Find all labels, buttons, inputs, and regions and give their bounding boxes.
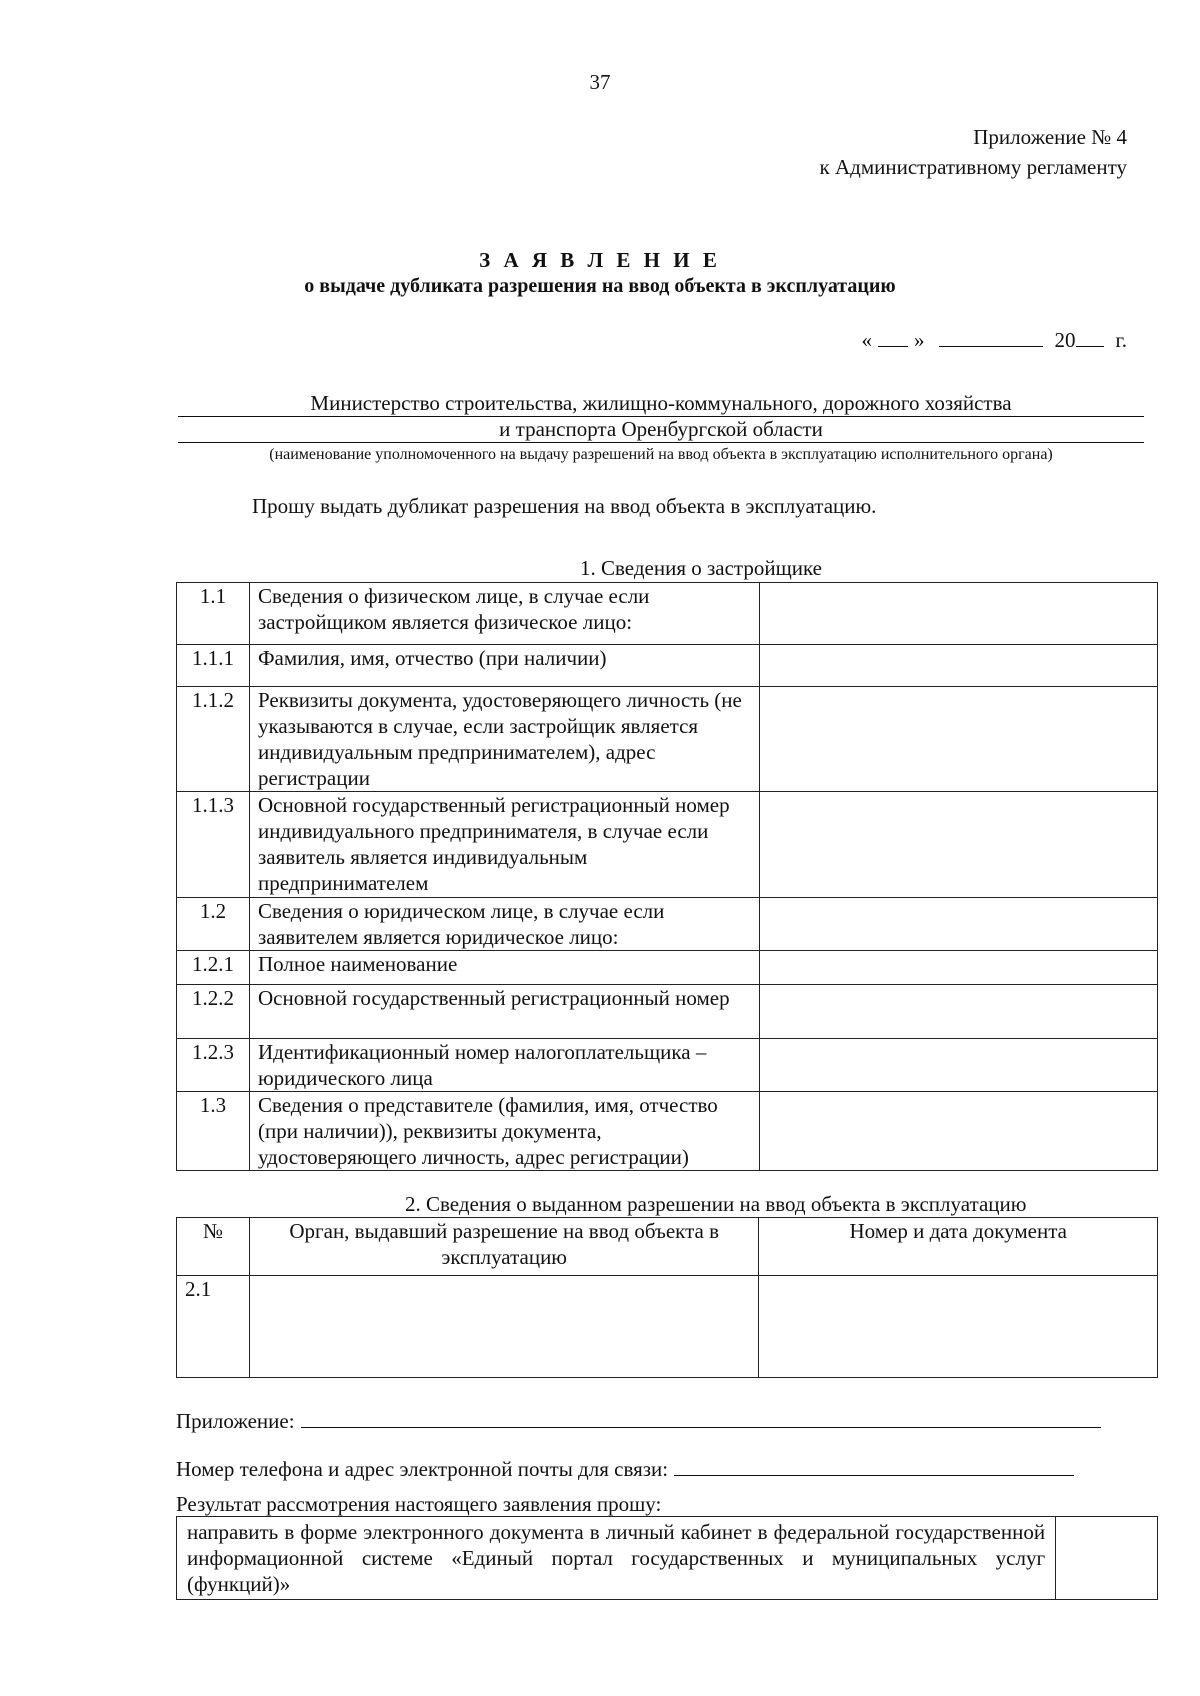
permit-row — [177, 1276, 1158, 1378]
appendix-note — [820, 122, 1127, 182]
row-label: Реквизиты документа, удостоверяющего личность (не указываются в случае, если застройщик является индивидуальным предпринимателем), адрес регистрации — [249, 687, 759, 792]
result-label: Результат рассмотрения настоящего заявления прошу: — [176, 1492, 662, 1516]
row-number: 1.1.2 — [177, 687, 250, 792]
applicant-row — [177, 1092, 1158, 1171]
contact-field[interactable] — [674, 1455, 1074, 1476]
row-value-field[interactable] — [759, 898, 1157, 951]
attachment-field[interactable] — [301, 1407, 1101, 1428]
row-value-field[interactable] — [759, 1092, 1157, 1171]
row-number: 1.1.3 — [177, 792, 250, 898]
row-value-field[interactable] — [759, 951, 1157, 985]
permit-row-num: 2.1 — [177, 1276, 250, 1378]
applicant-row — [177, 985, 1158, 1039]
organization-line2: и транспорта Оренбургской области — [178, 416, 1144, 443]
row-value-field[interactable] — [759, 687, 1157, 792]
row-value-field[interactable] — [759, 645, 1157, 687]
applicant-row — [177, 951, 1158, 985]
row-value-field[interactable] — [759, 792, 1157, 898]
result-option-checkbox[interactable] — [1056, 1517, 1158, 1600]
applicant-table — [176, 582, 1158, 1171]
permit-header-doc: Номер и дата документа — [759, 1218, 1158, 1276]
row-label: Сведения о физическом лице, в случае если застройщиком является физическое лицо: — [249, 583, 759, 645]
contact-line — [176, 1455, 1074, 1482]
applicant-row — [177, 687, 1158, 792]
page-number: 37 — [589, 70, 611, 94]
date-year-suffix: г. — [1115, 328, 1127, 352]
date-field[interactable] — [862, 328, 1128, 353]
row-number: 1.3 — [177, 1092, 250, 1171]
row-number: 1.2.2 — [177, 985, 250, 1039]
contact-label: Номер телефона и адрес электронной почты для связи: — [176, 1457, 669, 1481]
appendix-line2: к Административному регламенту — [819, 155, 1127, 179]
date-close-quote: » — [914, 328, 925, 352]
permit-doc-cell[interactable] — [759, 1276, 1158, 1378]
date-year-prefix: 20 — [1054, 328, 1076, 352]
date-day-blank[interactable] — [878, 328, 908, 347]
row-number: 1.2.3 — [177, 1039, 250, 1092]
document-title: З А Я В Л Е Н И Е — [479, 248, 721, 272]
result-table — [176, 1516, 1158, 1600]
row-value-field[interactable] — [759, 583, 1157, 645]
row-label: Фамилия, имя, отчество (при наличии) — [249, 645, 759, 687]
section2-title: 2. Сведения о выданном разрешении на ввод объекта в эксплуатацию — [405, 1192, 1027, 1216]
permit-header-num: № — [177, 1218, 250, 1276]
row-value-field[interactable] — [759, 1039, 1157, 1092]
applicant-row — [177, 645, 1158, 687]
row-label: Сведения о представителе (фамилия, имя, отчество (при наличии)), реквизиты документа, удостоверяющего личность, адрес регистрации) — [249, 1092, 759, 1171]
row-number: 1.1.1 — [177, 645, 250, 687]
row-label: Основной государственный регистрационный номер индивидуального предпринимателя, в случае если заявитель является индивидуальным предпринимателем — [249, 792, 759, 898]
permit-header-row — [177, 1218, 1158, 1276]
appendix-line1: Приложение № 4 — [973, 125, 1127, 149]
applicant-row — [177, 583, 1158, 645]
row-number: 1.2.1 — [177, 951, 250, 985]
row-label: Идентификационный номер налогоплательщика – юридического лица — [249, 1039, 759, 1092]
permit-table — [176, 1217, 1158, 1378]
attachment-label: Приложение: — [176, 1409, 295, 1433]
permit-header-organ: Орган, выдавший разрешение на ввод объекта в эксплуатацию — [249, 1218, 758, 1276]
applicant-row — [177, 898, 1158, 951]
attachment-line — [176, 1407, 1101, 1434]
result-row — [177, 1517, 1158, 1600]
section1-title: 1. Сведения о застройщике — [580, 556, 823, 580]
applicant-row — [177, 1039, 1158, 1092]
permit-organ-cell[interactable] — [249, 1276, 758, 1378]
row-label: Сведения о юридическом лице, в случае если заявителем является юридическое лицо: — [249, 898, 759, 951]
request-text: Прошу выдать дубликат разрешения на ввод объекта в эксплуатацию. — [252, 494, 877, 518]
date-month-blank[interactable] — [939, 328, 1043, 347]
result-option-text: направить в форме электронного документа в личный кабинет в федеральной государственной информационной системе «Единый портал государственных и муниципальных услуг (функций)» — [177, 1517, 1056, 1600]
date-year-blank[interactable] — [1076, 328, 1104, 347]
applicant-row — [177, 792, 1158, 898]
row-number: 1.2 — [177, 898, 250, 951]
row-number: 1.1 — [177, 583, 250, 645]
organization-caption: (наименование уполномоченного на выдачу разрешений на ввод объекта в эксплуатацию исполнительного органа) — [269, 446, 1053, 463]
row-value-field[interactable] — [759, 985, 1157, 1039]
document-subtitle: о выдаче дубликата разрешения на ввод объекта в эксплуатацию — [304, 275, 896, 297]
row-label: Полное наименование — [249, 951, 759, 985]
row-label: Основной государственный регистрационный номер — [249, 985, 759, 1039]
date-open-quote: « — [861, 328, 872, 352]
organization-line1: Министерство строительства, жилищно-коммунального, дорожного хозяйства — [178, 390, 1144, 417]
